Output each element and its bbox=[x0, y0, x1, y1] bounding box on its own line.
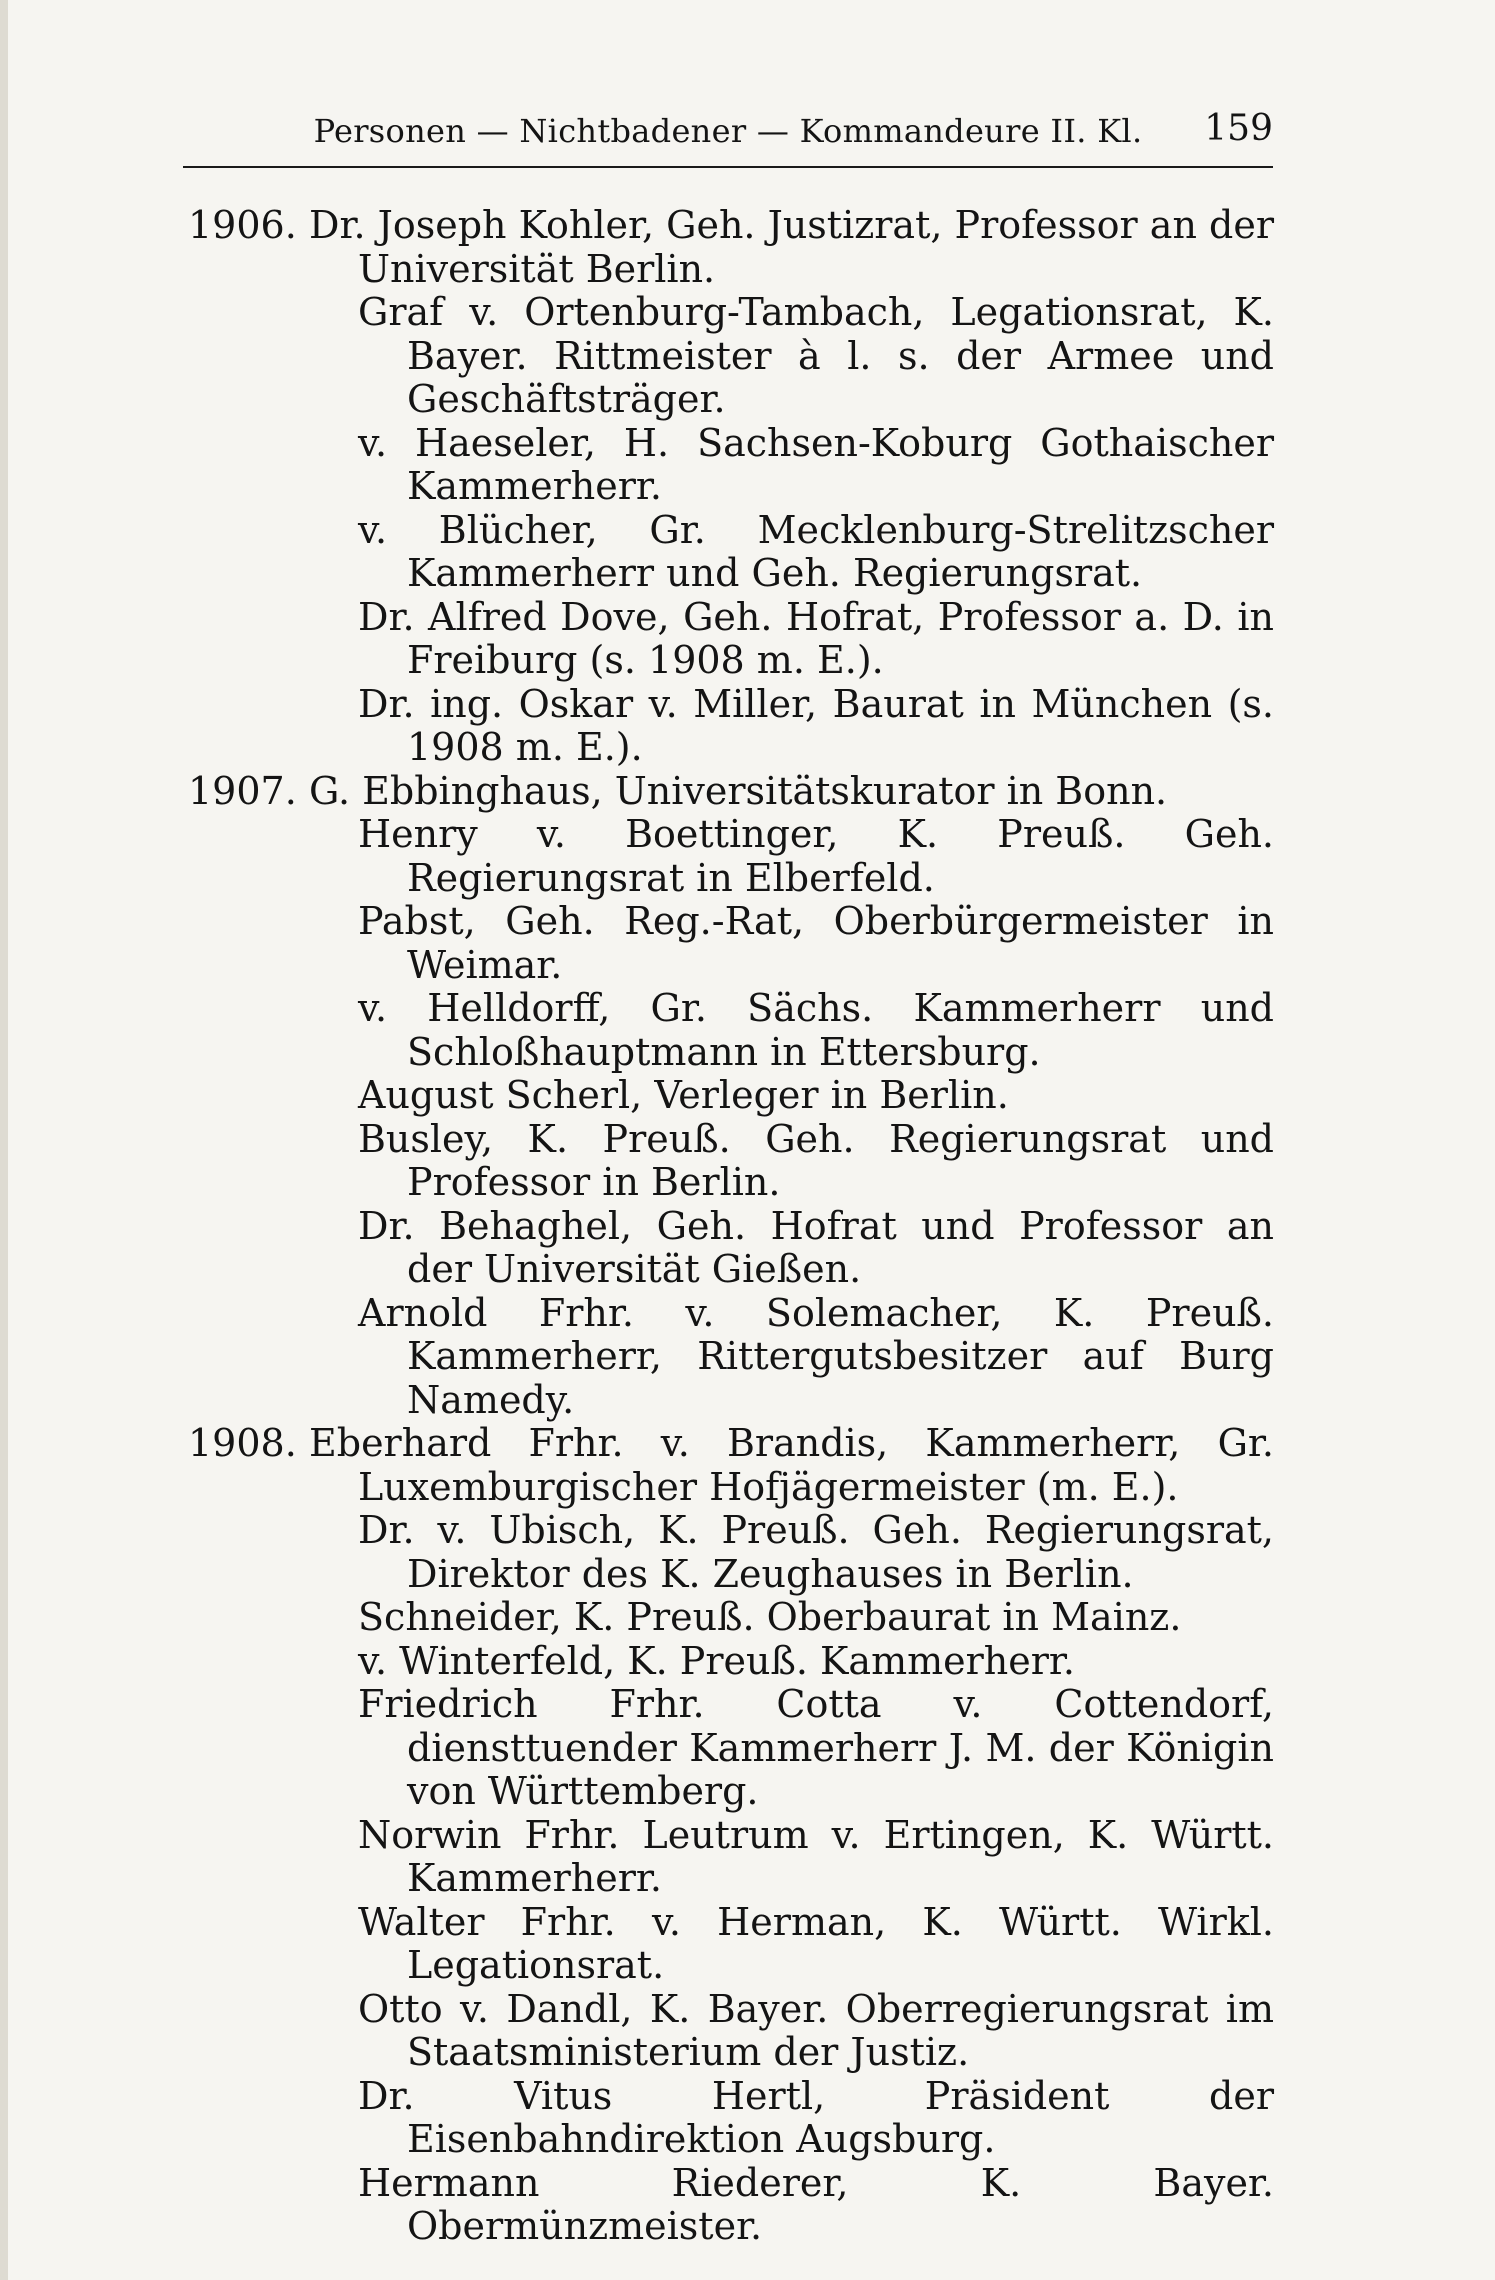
list-item: Henry v. Boettinger, K. Preuß. Geh. Regierungsrat in Elberfeld. bbox=[358, 812, 1274, 900]
list-item: Friedrich Frhr. Cotta v. Cottendorf, diensttuender Kammerherr J. M. der Königin von Württemberg. bbox=[358, 1682, 1274, 1813]
page-number: 159 bbox=[1204, 108, 1273, 149]
list-item: Walter Frhr. v. Herman, K. Württ. Wirkl. Legationsrat. bbox=[358, 1899, 1274, 1987]
list-item: Norwin Frhr. Leutrum v. Ertingen, K. Württ. Kammerherr. bbox=[358, 1812, 1274, 1900]
list-item: Dr. Vitus Hertl, Präsident der Eisenbahndirektion Augsburg. bbox=[358, 2073, 1274, 2161]
list-item: Dr. Behaghel, Geh. Hofrat und Professor an der Universität Gießen. bbox=[358, 1203, 1274, 1291]
header-rule bbox=[183, 166, 1273, 168]
list-item: G. Ebbinghaus, Universitätskurator in Bonn. bbox=[309, 768, 1168, 813]
year-label: 1906. bbox=[188, 203, 297, 247]
list-item: Busley, K. Preuß. Geh. Regierungsrat und Professor in Berlin. bbox=[358, 1116, 1274, 1204]
running-title: Personen — Nichtbadener — Kommandeure II. Kl. bbox=[313, 112, 1143, 150]
list-item: Eberhard Frhr. v. Brandis, Kammerherr, Gr. Luxemburgischer Hofjägermeister (m. E.). bbox=[309, 1421, 1274, 1509]
page-body bbox=[0, 204, 1495, 2249]
year-label: 1907. bbox=[188, 768, 297, 813]
year-group-1908 bbox=[0, 1422, 1495, 2249]
list-item: Dr. Joseph Kohler, Geh. Justizrat, Professor an der Universität Berlin. bbox=[309, 203, 1274, 291]
list-item: Arnold Frhr. v. Solemacher, K. Preuß. Kammerherr, Rittergutsbesitzer auf Burg Namedy. bbox=[358, 1290, 1274, 1422]
year-label: 1908. bbox=[188, 1421, 297, 1465]
list-item: Hermann Riederer, K. Bayer. Obermünzmeister. bbox=[358, 2160, 1274, 2248]
list-item: v. Winterfeld, K. Preuß. Kammerherr. bbox=[358, 1638, 1075, 1683]
list-item: v. Haeseler, H. Sachsen-Koburg Gothaischer Kammerherr. bbox=[358, 420, 1274, 508]
list-item: Schneider, K. Preuß. Oberbaurat in Mainz. bbox=[358, 1595, 1182, 1639]
list-item: Dr. Alfred Dove, Geh. Hofrat, Professor a. D. in Freiburg (s. 1908 m. E.). bbox=[358, 594, 1274, 682]
list-item: Dr. ing. Oskar v. Miller, Baurat in München (s. 1908 m. E.). bbox=[358, 681, 1274, 769]
list-item: v. Helldorff, Gr. Sächs. Kammerherr und Schloßhauptmann in Ettersburg. bbox=[358, 986, 1274, 1074]
year-group-1907 bbox=[0, 770, 1495, 1423]
page-header bbox=[183, 104, 1273, 160]
list-item: Pabst, Geh. Reg.-Rat, Oberbürgermeister in Weimar. bbox=[358, 899, 1274, 987]
list-item: v. Blücher, Gr. Mecklenburg-Strelitzscher Kammerherr und Geh. Regierungsrat. bbox=[358, 507, 1274, 595]
list-item: August Scherl, Verleger in Berlin. bbox=[358, 1073, 1009, 1117]
list-item: Otto v. Dandl, K. Bayer. Oberregierungsrat im Staatsministerium der Justiz. bbox=[358, 1986, 1274, 2074]
year-group-1906 bbox=[0, 204, 1495, 770]
list-item: Dr. v. Ubisch, K. Preuß. Geh. Regierungsrat, Direktor des K. Zeughauses in Berlin. bbox=[358, 1508, 1274, 1596]
list-item: Graf v. Ortenburg-Tambach, Legationsrat, K. Bayer. Rittmeister à l. s. der Armee und Geschäftsträger. bbox=[358, 290, 1274, 421]
